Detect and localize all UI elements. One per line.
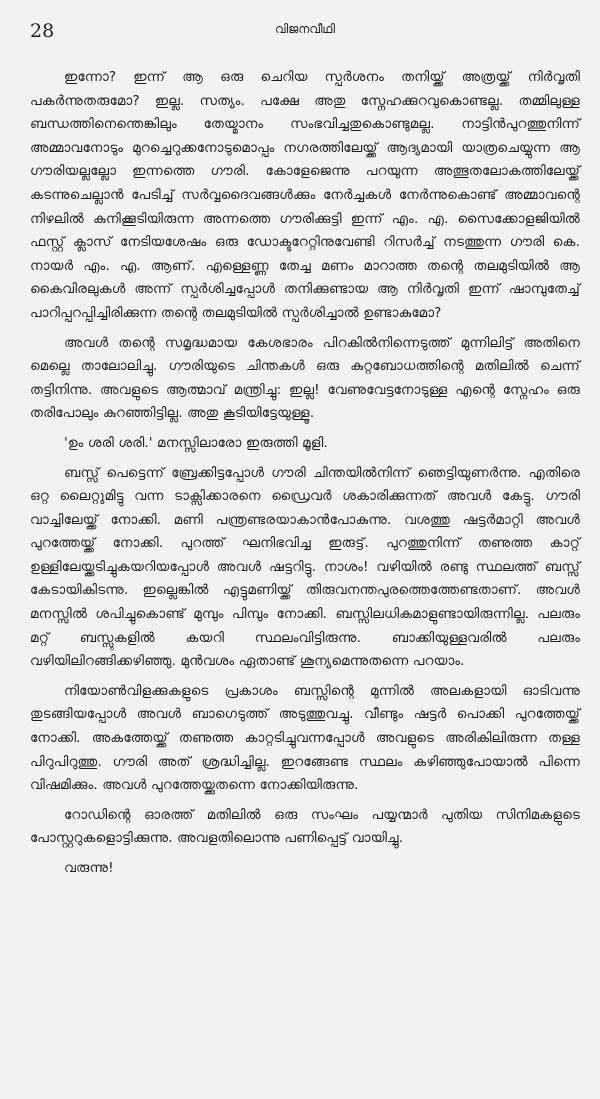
running-title: വിജനവീഥി bbox=[275, 22, 335, 36]
paragraph: റോഡിന്റെ ഓരത്ത് മതിലിൽ ഒരു സംഘം പയ്യന്മാർ പുതിയ സിനിമകളുടെ പോസ്റ്ററുകളൊട്ടിക്കുന്നു. അവളതിലൊന്നു പണിപ്പെട്ട് വായിച്ചു. bbox=[30, 806, 580, 847]
body-text bbox=[30, 66, 580, 881]
paragraph: ഇന്നോ? ഇന്ന് ആ ഒരു ചെറിയ സ്പർശനം തനിയ്ക്ക് അത്രയ്ക്ക് നിർവൃതി പകർന്നുതരുമോ? ഇല്ല. സത്യം. പക്ഷേ അതു സ്നേഹക്കുറവുകൊണ്ടല്ല. തമ്മിലുള്ള ബന്ധത്തിനെന്തെങ്കിലും തേയ്മാനം സംഭവിച്ചതുകൊണ്ടുമല്ല. നാട്ടിൻപുറത്തുനിന്ന് അമ്മാവനോടും മുറച്ചെറുക്കനോടുമൊപ്പം നഗരത്തിലേയ്ക്ക് ആദ്യമായി യാത്രചെയ്യുന്ന ആ ഗൗരിയല്ലല്ലോ ഇന്നത്തെ ഗൗരി. കോളേജെന്നു പറയുന്ന അത്ഭുതലോകത്തിലേയ്ക്ക് കടന്നുചെല്ലാൻ പേടിച്ച് സർവ്വദൈവങ്ങൾക്കും നേർച്ചകൾ നേർന്നുകൊണ്ട് അമ്മാവന്റെ നിഴലിൽ കുനിക്കൂടിയിരുന്ന അന്നത്തെ ഗൗരിക്കുട്ടി ഇന്ന് എം. എ. സൈക്കോളജിയിൽ ഫസ്റ്റ് ക്ലാസ് നേടിയശേഷം ഒരു ഡോക്ടറേറ്റിനുവേണ്ടി റിസർച്ച് നടത്തുന്ന ഗൗരി കെ. നായർ എം. എ. ആണ്. എള്ളെണ്ണ തേച്ച മണം മാറാത്ത തന്റെ തലമുടിയിൽ ആ കൈവിരലുകൾ അന്ന് സ്പർശിച്ചപ്പോൾ തനിക്കുണ്ടായ ആ നിർവൃതി ഇന്ന് ഷാമ്പുതേച്ച് പാറിപ്പറപ്പിച്ചിരിക്കുന്ന തന്റെ തലമുടിയിൽ സ്പർശിച്ചാൽ ഉണ്ടാകുമോ? bbox=[30, 69, 580, 321]
page-number: 28 bbox=[30, 20, 55, 42]
paragraph: അവൾ തന്റെ സമൃദ്ധമായ കേശഭാരം പിറകിൽനിന്നെടുത്ത് മുന്നിലിട്ട് അതിനെ മെല്ലെ താലോലിച്ചു. ഗൗരിയുടെ ചിന്തകൾ ഒരു കുറ്റബോധത്തിന്റെ മതിലിൽ ചെന്ന് തട്ടിനിന്നു. അവളുടെ ആത്മാവ് മന്ത്രിച്ചു: ഇല്ല! വേണുവേട്ടനോടുള്ള എന്റെ സ്നേഹം ഒരു തരിപോലും കുറഞ്ഞിട്ടില്ല. അതു കൂടിയിട്ടേയുള്ളൂ. bbox=[30, 334, 580, 422]
paragraph: ബസ്സ് പെട്ടെന്ന് ബ്രേക്കിട്ടപ്പോൾ ഗൗരി ചിന്തയിൽനിന്ന് ഞെട്ടിയുണർന്നു. എതിരെ ഒറ്റ ലൈറ്റുമിട്ടു വന്ന ടാക്സിക്കാരനെ ഡ്രൈവർ ശകാരിക്കുന്നത് അവൾ കേട്ടു. ഗൗരി വാച്ചിലേയ്ക്ക് നോക്കി. മണി പന്ത്രണ്ടരയാകാൻപോകുന്നു. വശത്തു ഷട്ടർമാറ്റി അവൾ പുറത്തേയ്ക്ക് നോക്കി. പുറത്ത് ഘനിഭവിച്ച ഇരുട്ട്. പുറത്തുനിന്ന് തണുത്ത കാറ്റ് ഉള്ളിലേയ്ക്കടിച്ചുകയറിയപ്പോൾ അവൾ ഷട്ടറിട്ടു. നാശം! വഴിയിൽ രണ്ടു സ്ഥലത്ത് ബസ്സ് കേടായികിടന്നു. ഇല്ലെങ്കിൽ എട്ടുമണിയ്ക്ക് തിരുവനന്തപുരത്തെത്തേണ്ടതാണ്. അവൾ മനസ്സിൽ ശപിച്ചുകൊണ്ട് മുമ്പും പിമ്പും നോക്കി. ബസ്സിലധികമാളുണ്ടായിരുന്നില്ല. പലരും മറ്റ് ബസ്സുകളിൽ കയറി സ്ഥലംവിട്ടിരുന്നു. ബാക്കിയുള്ളവരിൽ പലരും വഴിയിലിറങ്ങിക്കഴിഞ്ഞു. മുൻവശം ഏതാണ്ട് ശൂന്യമെന്നുതന്നെ പറയാം. bbox=[30, 464, 580, 670]
page-header bbox=[30, 0, 580, 46]
paragraph: 'ഉം ശരി ശരി.' മനസ്സിലാരോ ഇരുത്തി മൂളി. bbox=[64, 434, 328, 451]
paragraph: നിയോൺവിളക്കുകളുടെ പ്രകാശം ബസ്സിന്റെ മുന്നിൽ അലകളായി ഓടിവന്നു തുടങ്ങിയപ്പോൾ അവൾ ബാഗെടുത്ത് അടുത്തുവച്ചു. വീണ്ടും ഷട്ടർ പൊക്കി പുറത്തേയ്ക്ക് നോക്കി. അകത്തേയ്ക്ക് തണുത്ത കാറ്റടിച്ചുവന്നപ്പോൾ അവളുടെ അരികിലിരുന്ന തള്ള പിറുപിറുത്തു. ഗൗരി അത് ശ്രദ്ധിച്ചില്ല. ഇറങ്ങേണ്ട സ്ഥലം കഴിഞ്ഞുപോയാൽ പിന്നെ വിഷമിക്കും. അവൾ പുറത്തേയ്ക്കുതന്നെ നോക്കിയിരുന്നു. bbox=[30, 682, 580, 794]
paragraph: വരുന്നു! bbox=[64, 860, 114, 876]
